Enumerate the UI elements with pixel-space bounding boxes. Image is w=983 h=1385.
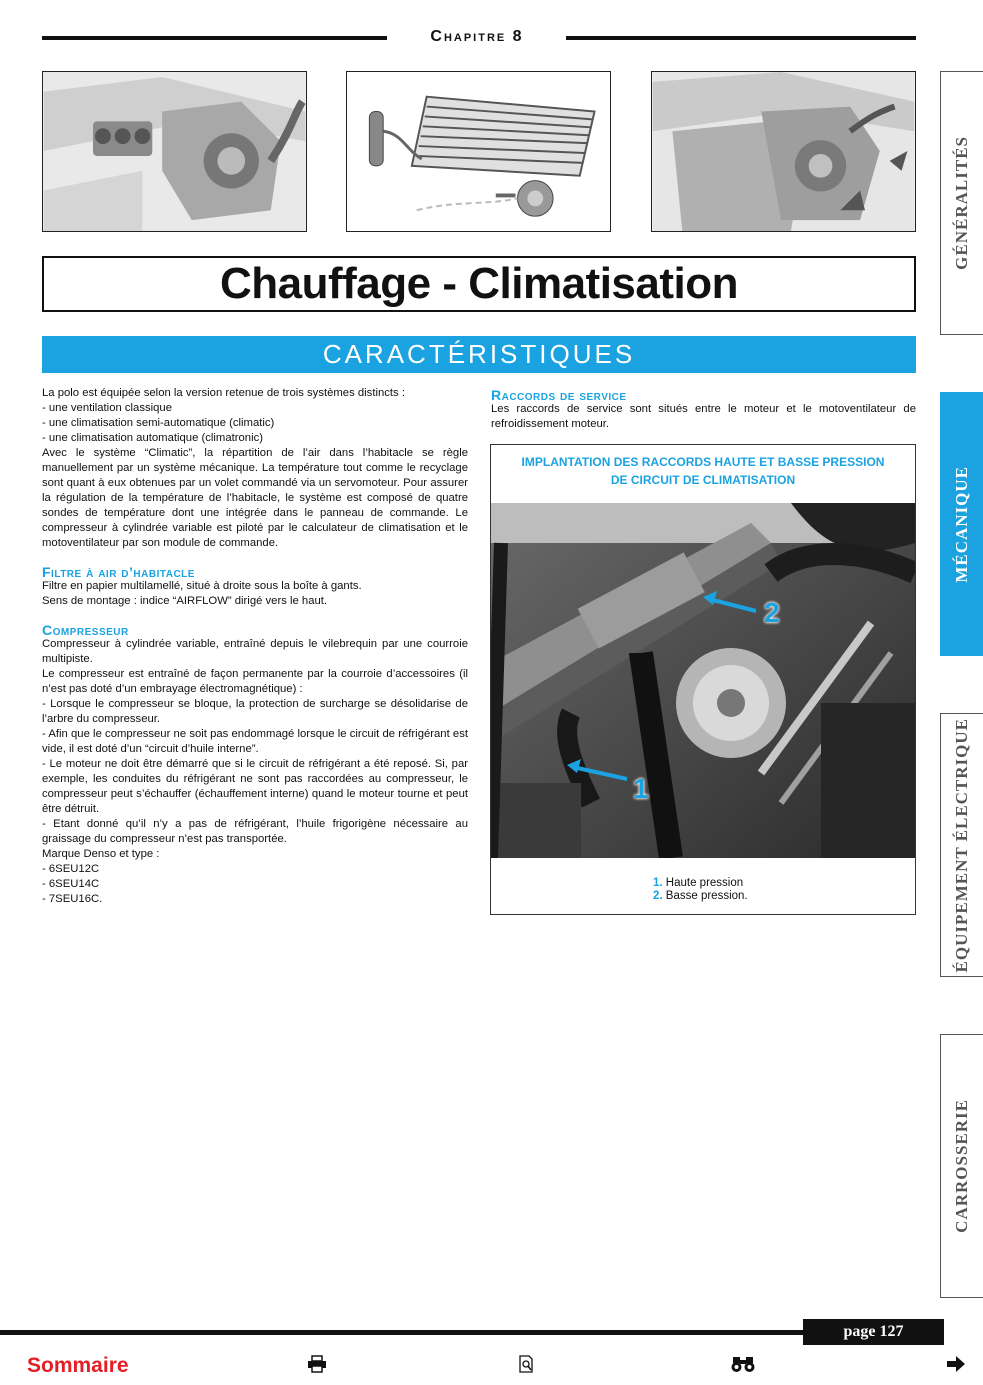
tab-generalites[interactable]: [940, 71, 983, 335]
compresseur-line: - Afin que le compresseur ne soit pas endommagé lorsque le circuit de réfrigérant est vide, il est doté d’un “circuit d’huile interne”.: [42, 728, 468, 755]
figure-title: [491, 453, 915, 489]
sommaire-link[interactable]: Sommaire: [27, 1354, 129, 1377]
figure-title-line1: IMPLANTATION DES RACCORDS HAUTE ET BASSE PRESSION: [521, 455, 885, 469]
tab-equipement-electrique-label: ÉQUIPEMENT ÉLECTRIQUE: [952, 717, 971, 973]
page-title: Chauffage - Climatisation: [220, 259, 738, 308]
compresseur-line: - 7SEU16C.: [42, 893, 103, 905]
arrow-right-icon[interactable]: [946, 1355, 966, 1378]
figure-legend: [491, 877, 915, 903]
intro-line: La polo est équipée selon la version retenue de trois systèmes distincts :: [42, 387, 405, 399]
legend-num: 1.: [653, 877, 663, 889]
intro-paragraph: Avec le système “Climatic”, la répartition de l’air dans l’habitacle se règle manuellement par un système mécanique. La température tout comme le recyclage sont quant à eux obtenues par un volet commandé via un servomoteur. Pour assurer la régulation de la température de l’habitacle, le système est composé de quatre sondes de température dont une intégrée dans le panneau de commande. Le compresseur à cylindrée variable est piloté par le calculateur de climatisation et le motoventilateur par son module de commande.: [42, 447, 468, 549]
tab-mecanique-label: MÉCANIQUE: [952, 465, 971, 583]
page-title-box: [42, 256, 916, 312]
tab-equipement-electrique[interactable]: [940, 713, 983, 977]
header-rule-left: [42, 36, 387, 40]
legend-num: 2.: [653, 890, 663, 902]
left-column: [42, 386, 468, 907]
binoculars-icon[interactable]: [731, 1355, 755, 1378]
compresseur-line: Compresseur à cylindrée variable, entraîné depuis le vilebrequin par une courroie multipiste.: [42, 638, 468, 665]
intro-line: - une ventilation classique: [42, 402, 172, 414]
intro-line: - une climatisation semi-automatique (climatic): [42, 417, 275, 429]
condenser-compressor-illustration: [346, 71, 611, 232]
legend-text: Haute pression: [665, 877, 744, 889]
compresseur-line: - Lorsque le compresseur se bloque, la protection de surcharge se désolidarise de l’arbre du compresseur.: [42, 698, 468, 725]
legend-text: Basse pression.: [665, 890, 748, 902]
filtre-line: Filtre en papier multilamellé, situé à droite sous la boîte à gants.: [42, 580, 362, 592]
compresseur-line: Marque Denso et type :: [42, 848, 160, 860]
page-zoom-icon[interactable]: [519, 1355, 535, 1378]
page-number: page 127: [803, 1319, 944, 1345]
compresseur-line: - 6SEU14C: [42, 878, 100, 890]
section-banner-label: CARACTÉRISTIQUES: [322, 339, 636, 369]
footer-rule: [0, 1330, 940, 1335]
compresseur-heading: Compresseur: [42, 622, 129, 638]
chapter-label: Chapitre 8: [430, 28, 524, 45]
legend-item: [491, 877, 915, 890]
header-rule-right: [566, 36, 916, 40]
tab-mecanique[interactable]: [940, 392, 983, 656]
right-column: [491, 388, 916, 432]
section-banner: [42, 336, 916, 373]
raccords-text: Les raccords de service sont situés entre le moteur et le motoventilateur de refroidissement moteur.: [491, 403, 916, 430]
callout-2-label: 2: [764, 597, 780, 628]
compresseur-line: - Etant donné qu’il n’y a pas de réfrigérant, l’huile frigorigène nécessaire au graissage du compresseur n’est pas transportée.: [42, 818, 468, 845]
dashboard-heater-illustration: [42, 71, 307, 232]
heater-airflow-illustration: [651, 71, 916, 232]
tab-generalites-label: GÉNÉRALITÉS: [952, 136, 971, 270]
engine-bay-photo: [491, 503, 915, 858]
tab-carrosserie-label: CARROSSERIE: [952, 1099, 971, 1233]
intro-line: - une climatisation automatique (climatronic): [42, 432, 264, 444]
legend-item: [491, 890, 915, 903]
raccords-heading: Raccords de service: [491, 387, 627, 403]
compresseur-line: Le compresseur est entraîné de façon permanente par la courroie d’accessoires (il n’est pas doté d’un embrayage électromagnétique) :: [42, 668, 468, 695]
filtre-line: Sens de montage : indice “AIRFLOW” dirigé vers le haut.: [42, 595, 328, 607]
filtre-heading: Filtre à air d’habitacle: [42, 564, 195, 580]
compresseur-line: - Le moteur ne doit être démarré que si le circuit de réfrigérant a été reposé. Si, par exemple, les conduites du réfrigérant ne sont pas raccordées au compresseur, le compresseur peut s’échauffer (échauffement interne) quand le moteur tourne et peut être détruit.: [42, 758, 468, 815]
compresseur-line: - 6SEU12C: [42, 863, 100, 875]
printer-icon[interactable]: [307, 1355, 327, 1378]
callout-1-label: 1: [633, 773, 649, 804]
service-ports-figure: [490, 444, 916, 915]
tab-carrosserie[interactable]: [940, 1034, 983, 1298]
figure-title-line2: DE CIRCUIT DE CLIMATISATION: [610, 473, 796, 487]
